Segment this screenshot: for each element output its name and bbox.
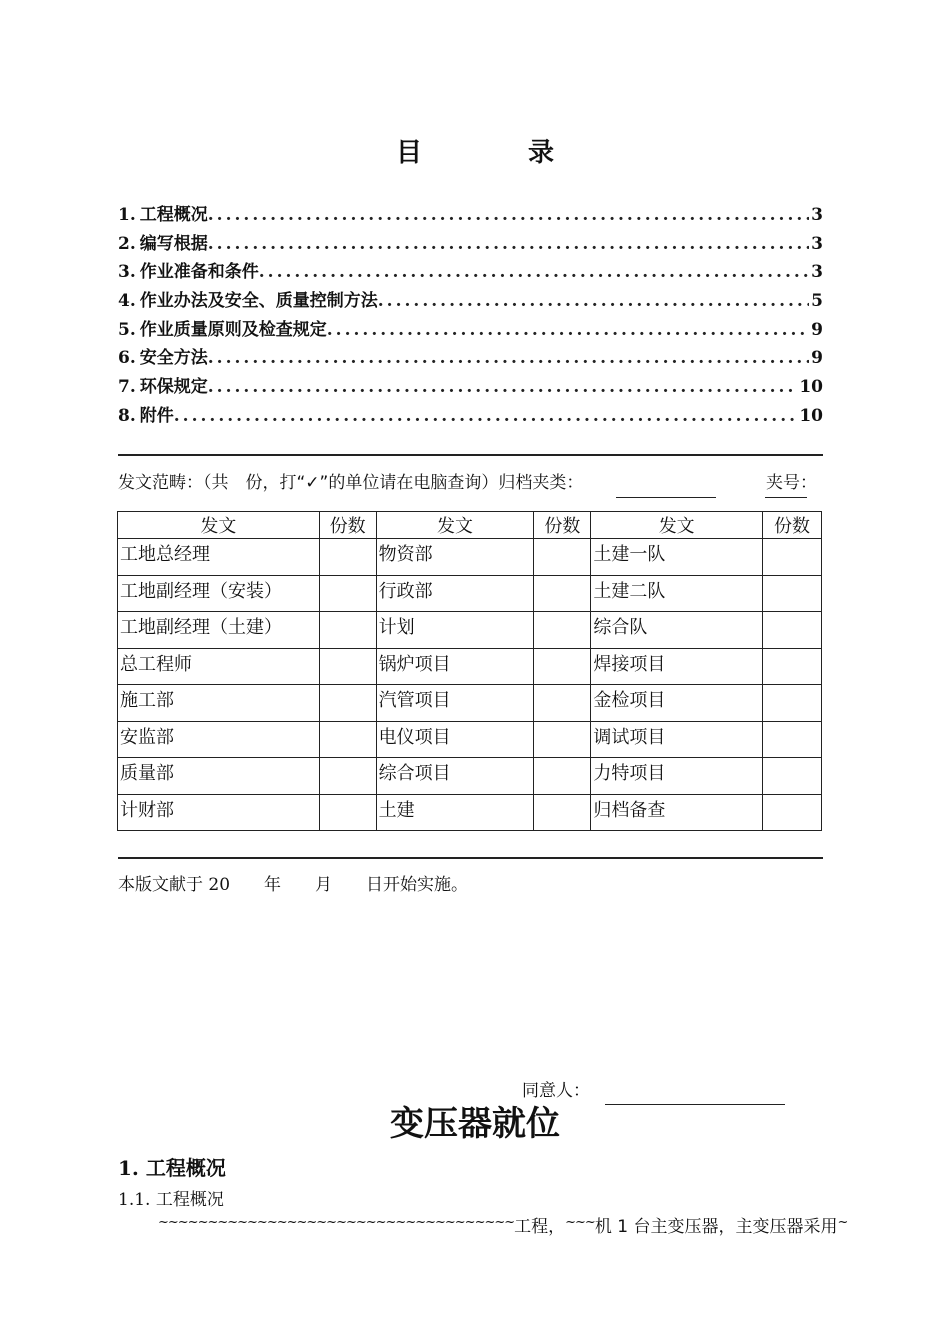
toc-leader-dots <box>174 406 798 426</box>
toc-item-label: 安全方法 <box>139 348 208 369</box>
recipient-cell: 施工部 <box>118 685 320 722</box>
recipient-cell: 计划 <box>376 612 534 649</box>
toc-item-page: 3 <box>811 205 823 225</box>
body-text: 机 1 台主变压器，主变压器采用 <box>594 1217 838 1237</box>
toc-item[interactable] <box>118 372 823 401</box>
recipient-cell: 土建 <box>376 794 534 831</box>
toc-leader-dots <box>378 291 809 311</box>
toc-item-page: 10 <box>799 405 823 426</box>
toc-leader-dots <box>327 320 809 340</box>
table-row <box>118 758 822 795</box>
copies-cell[interactable] <box>319 685 376 722</box>
table-row <box>118 648 822 685</box>
table-row <box>118 575 822 612</box>
header-dispatch: 发文 <box>376 512 534 539</box>
toc-item[interactable] <box>118 200 823 229</box>
copies-cell[interactable] <box>534 575 591 612</box>
recipient-cell: 综合队 <box>591 612 763 649</box>
body-text: 工程， <box>514 1217 566 1237</box>
toc-item-label: 环保规定 <box>139 377 208 398</box>
header-copies: 份数 <box>534 512 591 539</box>
toc-item-label: 作业质量原则及检查规定 <box>139 319 327 340</box>
copies-cell[interactable] <box>319 648 376 685</box>
toc-leader-dots <box>208 348 809 368</box>
table-row <box>118 612 822 649</box>
copies-cell[interactable] <box>534 758 591 795</box>
recipient-cell: 安监部 <box>118 721 320 758</box>
placeholder-tildes: ~~~ <box>565 1215 595 1230</box>
section-title: 工程概况 <box>145 1156 226 1180</box>
table-row <box>118 794 822 831</box>
toc-item-page: 9 <box>811 348 823 369</box>
header-copies: 份数 <box>319 512 376 539</box>
copies-cell[interactable] <box>763 648 822 685</box>
distribution-table <box>117 511 822 831</box>
folder-number-label: 夹号： <box>766 473 817 493</box>
table-row <box>118 539 822 576</box>
toc-item-page: 5 <box>811 291 823 312</box>
toc-leader-dots <box>208 234 809 254</box>
recipient-cell: 工地副经理（土建） <box>118 612 320 649</box>
recipient-cell: 行政部 <box>376 575 534 612</box>
copies-cell[interactable] <box>763 794 822 831</box>
subsection-number: 1.1. <box>118 1190 151 1210</box>
toc-item-page: 3 <box>811 262 823 283</box>
recipient-cell: 质量部 <box>118 758 320 795</box>
copies-cell[interactable] <box>534 794 591 831</box>
toc-item-label: 作业准备和条件 <box>139 262 259 283</box>
recipient-cell: 综合项目 <box>376 758 534 795</box>
toc-item-page: 10 <box>799 377 823 398</box>
recipient-cell: 土建一队 <box>591 539 763 576</box>
copies-cell[interactable] <box>763 612 822 649</box>
distribution-scope-text: 发文范畴：（共 份，打“✓”的单位请在电脑查询）归档夹类： <box>118 473 584 493</box>
copies-cell[interactable] <box>534 612 591 649</box>
toc-item-number: 6. <box>118 348 136 369</box>
recipient-cell: 焊接项目 <box>591 648 763 685</box>
recipient-cell: 电仪项目 <box>376 721 534 758</box>
toc-item[interactable] <box>118 286 823 315</box>
copies-cell[interactable] <box>319 721 376 758</box>
recipient-cell: 调试项目 <box>591 721 763 758</box>
toc-item-label: 附件 <box>139 405 174 426</box>
recipient-cell: 力特项目 <box>591 758 763 795</box>
recipient-cell: 总工程师 <box>118 648 320 685</box>
copies-cell[interactable] <box>763 575 822 612</box>
copies-cell[interactable] <box>763 685 822 722</box>
subsection-title: 工程概况 <box>155 1190 224 1210</box>
recipient-cell: 归档备查 <box>591 794 763 831</box>
toc-item-label: 作业办法及安全、质量控制方法 <box>139 291 378 312</box>
divider <box>118 857 823 859</box>
copies-cell[interactable] <box>763 721 822 758</box>
copies-cell[interactable] <box>319 758 376 795</box>
section-heading <box>118 1152 226 1181</box>
folder-number-blank[interactable] <box>765 497 807 498</box>
copies-cell[interactable] <box>763 539 822 576</box>
toc-item-number: 3. <box>118 262 136 283</box>
toc-item-number: 1. <box>118 205 136 225</box>
toc-item-number: 4. <box>118 291 136 312</box>
section-number: 1. <box>118 1156 139 1180</box>
recipient-cell: 工地副经理（安装） <box>118 575 320 612</box>
implementation-suffix: 年 月 日开始实施。 <box>230 875 469 895</box>
header-dispatch: 发文 <box>591 512 763 539</box>
placeholder-tildes: ~ <box>837 1215 848 1230</box>
table-of-contents <box>118 200 823 430</box>
toc-item[interactable] <box>118 257 823 286</box>
header-copies: 份数 <box>763 512 822 539</box>
subsection-heading <box>118 1185 224 1210</box>
implementation-year: 20 <box>208 875 231 895</box>
divider <box>118 454 823 456</box>
toc-item[interactable] <box>118 401 823 430</box>
toc-title: 目 录 <box>395 138 594 168</box>
recipient-cell: 工地总经理 <box>118 539 320 576</box>
header-dispatch: 发文 <box>118 512 320 539</box>
copies-cell[interactable] <box>319 794 376 831</box>
copies-cell[interactable] <box>319 539 376 576</box>
toc-item[interactable] <box>118 343 823 372</box>
copies-cell[interactable] <box>319 575 376 612</box>
document-title-text: 变压器就位 <box>390 1104 560 1144</box>
placeholder-tildes: ~~~~~~~~~~~~~~~~~~~~~~~~~~~~~~~~~~~~ <box>158 1215 515 1230</box>
toc-leader-dots <box>208 377 798 397</box>
toc-leader-dots <box>259 262 809 282</box>
toc-item-number: 8. <box>118 405 136 426</box>
recipient-cell: 计财部 <box>118 794 320 831</box>
document-title <box>0 1096 950 1145</box>
recipient-cell: 金检项目 <box>591 685 763 722</box>
toc-item-number: 5. <box>118 319 136 340</box>
toc-item-number: 2. <box>118 233 136 254</box>
toc-item-label: 工程概况 <box>139 205 208 225</box>
recipient-cell: 汽管项目 <box>376 685 534 722</box>
toc-item[interactable] <box>118 229 823 258</box>
toc-leader-dots <box>208 205 809 225</box>
distribution-table-header <box>118 512 822 539</box>
approver-label: 同意人： <box>522 1081 590 1101</box>
toc-item-page: 3 <box>811 233 823 254</box>
recipient-cell: 锅炉项目 <box>376 648 534 685</box>
implementation-date-line <box>118 870 468 895</box>
recipient-cell: 物资部 <box>376 539 534 576</box>
copies-cell[interactable] <box>534 648 591 685</box>
copies-cell[interactable] <box>319 612 376 649</box>
implementation-prefix: 本版文献于 <box>118 875 203 895</box>
table-row <box>118 685 822 722</box>
body-paragraph <box>158 1212 848 1237</box>
toc-item[interactable] <box>118 315 823 344</box>
toc-item-page: 9 <box>811 319 823 340</box>
copies-cell[interactable] <box>534 685 591 722</box>
copies-cell[interactable] <box>763 758 822 795</box>
toc-item-label: 编写根据 <box>139 233 208 254</box>
archive-folder-blank[interactable] <box>616 497 716 498</box>
copies-cell[interactable] <box>534 539 591 576</box>
toc-item-number: 7. <box>118 377 136 398</box>
table-row <box>118 721 822 758</box>
copies-cell[interactable] <box>534 721 591 758</box>
recipient-cell: 土建二队 <box>591 575 763 612</box>
